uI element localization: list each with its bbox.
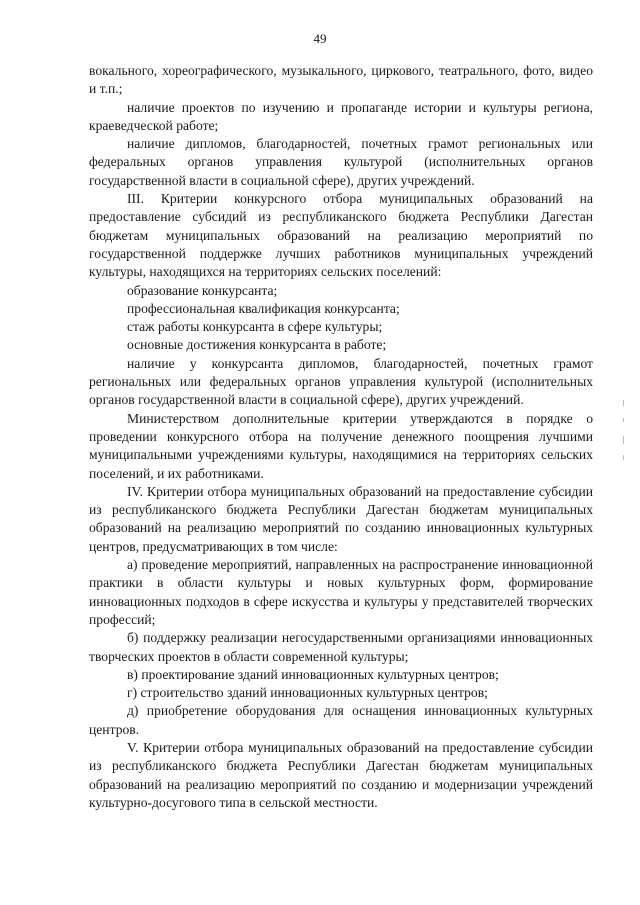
- criterion-achievements: основные достижения конкурсанта в работе;: [127, 337, 387, 353]
- section-v-heading: V. Критерии отбора муниципальных образований на предоставление субсидии из республиканского бюджета Республики Дагестан бюджетам муниципальных образований на реализацию мероприятий по созданию и модернизации учреждений культурно-досугового типа в сельской местности.: [89, 739, 593, 810]
- section-iv-heading: IV. Критерии отбора муниципальных образований на предоставление субсидии из республиканского бюджета Республики Дагестан бюджетам муниципальных образований на реализацию мероприятий по созданию инновационных культурных центров, предусматривающих в том числе:: [89, 483, 593, 554]
- section-iii-heading: III. Критерии конкурсного отбора муниципальных образований на предоставление субсидий из республиканского бюджета Республики Дагестан бюджетам муниципальных образований на реализацию мероприятий по государственной поддержке лучших работников муниципальных учреждений культуры, находящихся на территориях сельских поселений:: [89, 191, 593, 280]
- scan-artifact: [623, 436, 624, 444]
- criterion-education: образование конкурсанта;: [127, 282, 278, 298]
- criterion-qualification: профессиональная квалификация конкурсанта;: [127, 300, 400, 316]
- document-body: [89, 62, 593, 812]
- paragraph-ministry: Министерством дополнительные критерии утверждаются в порядке о проведении конкурсного отбора на получение денежного поощрения лучшими муниципальными учреждениями культуры, находящимися на территориях сельских поселений, и их работниками.: [89, 410, 593, 481]
- paragraph-continuation: вокального, хореографического, музыкального, циркового, театрального, фото, видео и т.п.;: [89, 63, 593, 97]
- paragraph-projects: наличие проектов по изучению и пропаганде истории и культуры региона, краеведческой работе;: [89, 99, 593, 133]
- scan-artifact: [623, 400, 624, 406]
- list-item-v: в) проектирование зданий инновационных культурных центров;: [127, 666, 499, 682]
- list-item-b: б) поддержку реализации негосударственными организациями инновационных творческих проектов в области современной культуры;: [89, 630, 593, 664]
- list-item-d: д) приобретение оборудования для оснащения инновационных культурных центров.: [89, 703, 593, 737]
- scan-artifact: [623, 455, 624, 460]
- paragraph-diplomas: наличие дипломов, благодарностей, почетных грамот региональных или федеральных органов управления культурой (исполнительных органов государственной власти в социальной сфере), других учреждений.: [89, 136, 593, 188]
- page-number: 49: [313, 31, 327, 46]
- criterion-awards: наличие у конкурсанта дипломов, благодарностей, почетных грамот региональных или федеральных органов управления культурой (исполнительных органов государственной власти в социальной сфере), других учреждений.: [89, 355, 593, 408]
- list-item-g: г) строительство зданий инновационных культурных центров;: [127, 685, 488, 701]
- list-item-a: а) проведение мероприятий, направленных на распространение инновационной практики в области культуры и новых культурных форм, формирование инновационных подходов в сфере искусства и культуры у представителей творческих профессий;: [89, 557, 593, 627]
- criterion-experience: стаж работы конкурсанта в сфере культуры;: [127, 319, 383, 335]
- scan-artifact: [623, 418, 624, 422]
